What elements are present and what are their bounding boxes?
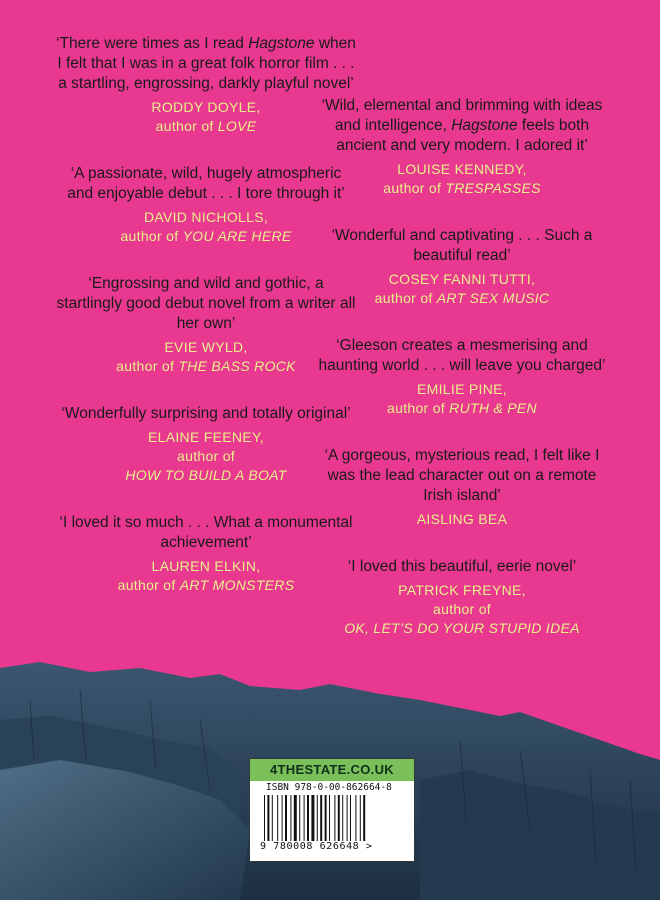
isbn-label: ISBN 978-0-00-862664-8 xyxy=(266,782,392,793)
work-title: TRESPASSES xyxy=(445,180,541,196)
quote-block xyxy=(312,336,612,418)
quote-attribution: PATRICK FREYNE, author of OK, LET’S DO YOUR STUPID IDEA xyxy=(344,582,580,636)
publisher-url: 4THESTATE.CO.UK xyxy=(250,759,414,781)
quote-attribution: COSEY FANNI TUTTI, author of ART SEX MUSIC xyxy=(374,271,550,306)
quote-block xyxy=(312,446,612,529)
quote-text: ‘I loved it so much . . . What a monumental achievement’ xyxy=(59,514,353,551)
quote-block xyxy=(56,34,356,136)
quote-block xyxy=(56,404,356,485)
quote-attribution: ELAINE FEENEY, author of HOW TO BUILD A BOAT xyxy=(125,429,287,483)
quote-block xyxy=(312,96,612,198)
work-title: ART SEX MUSIC xyxy=(436,290,550,306)
work-title: HOW TO BUILD A BOAT xyxy=(125,467,287,483)
author-name: COSEY FANNI TUTTI, xyxy=(388,271,536,287)
work-title: OK, LET’S DO YOUR STUPID IDEA xyxy=(344,620,580,636)
author-name: RODDY DOYLE, xyxy=(151,99,261,115)
work-title: RUTH & PEN xyxy=(449,400,537,416)
quote-block xyxy=(56,274,356,376)
quote-attribution: DAVID NICHOLLS, author of YOU ARE HERE xyxy=(120,209,292,244)
quote-attribution: LAUREN ELKIN, author of ART MONSTERS xyxy=(117,558,295,593)
author-name: LAUREN ELKIN, xyxy=(151,558,261,574)
barcode-bars xyxy=(262,795,402,841)
author-name: ELAINE FEENEY, xyxy=(148,429,264,445)
right-quotes-column xyxy=(312,96,612,666)
quote-text: ‘Engrossing and wild and gothic, a startlingly good debut novel from a writer all her own’ xyxy=(56,275,356,332)
author-name: PATRICK FREYNE, xyxy=(398,582,526,598)
work-title: YOU ARE HERE xyxy=(182,228,292,244)
quote-text: ‘There were times as I read Hagstone when I felt that I was in a great folk horror film . . . a startling, engrossing, darkly playful novel’ xyxy=(56,35,356,92)
quote-text: ‘Wild, elemental and brimming with ideas and intelligence, Hagstone feels both ancient and very modern. I adored it’ xyxy=(321,97,603,154)
quote-attribution: LOUISE KENNEDY, author of TRESPASSES xyxy=(383,161,541,196)
quote-attribution xyxy=(312,510,612,529)
work-title: ART MONSTERS xyxy=(179,577,295,593)
author-name: AISLING BEA xyxy=(416,511,508,527)
work-title: THE BASS ROCK xyxy=(178,358,296,374)
author-name: DAVID NICHOLLS, xyxy=(143,209,269,225)
quote-block xyxy=(56,513,356,595)
left-quotes-column xyxy=(56,34,356,623)
quote-text: ‘A gorgeous, mysterious read, I felt like I was the lead character out on a remote Irish island’ xyxy=(324,447,600,504)
quote-attribution: EMILIE PINE, author of RUTH & PEN xyxy=(387,381,537,416)
quote-block xyxy=(56,164,356,246)
quote-attribution: EVIE WYLD, author of THE BASS ROCK xyxy=(116,339,296,374)
quote-text: ‘Gleeson creates a mesmerising and haunting world . . . will leave you charged’ xyxy=(318,337,606,374)
quote-text: ‘Wonderfully surprising and totally original’ xyxy=(61,405,351,422)
quote-text: ‘I loved this beautiful, eerie novel’ xyxy=(347,558,577,575)
author-name: LOUISE KENNEDY, xyxy=(397,161,527,177)
quote-block xyxy=(312,557,612,638)
quote-text: ‘A passionate, wild, hugely atmospheric and enjoyable debut . . . I tore through it’ xyxy=(67,165,345,202)
quote-attribution: RODDY DOYLE, author of LOVE xyxy=(151,99,261,134)
barcode-panel xyxy=(249,758,415,862)
work-title: LOVE xyxy=(217,118,257,134)
quote-text: ‘Wonderful and captivating . . . Such a beautiful read’ xyxy=(331,227,593,264)
barcode-digits: 9 780008 626648 > xyxy=(260,841,373,852)
author-name: EMILIE PINE, xyxy=(417,381,507,397)
quote-block xyxy=(312,226,612,308)
author-name: EVIE WYLD, xyxy=(164,339,248,355)
